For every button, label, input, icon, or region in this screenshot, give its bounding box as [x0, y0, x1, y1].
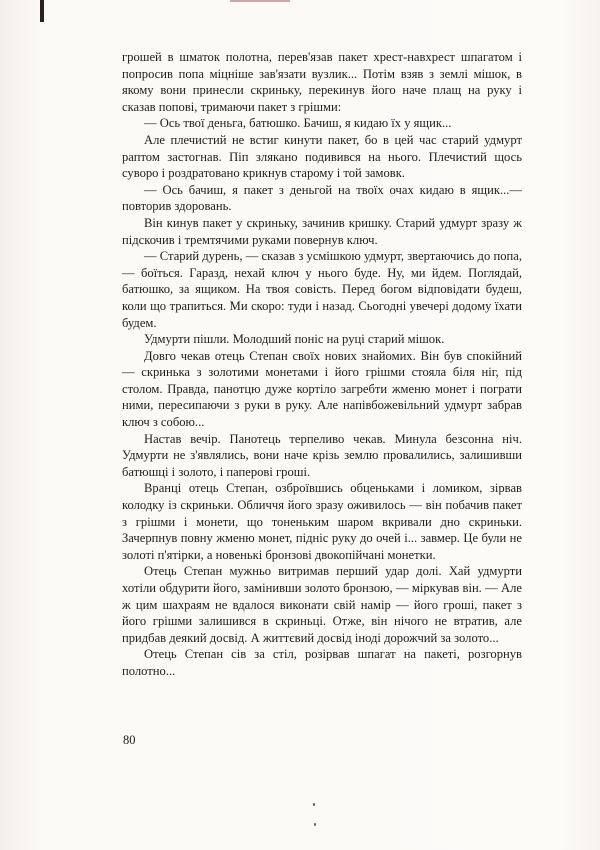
scan-mark: [230, 0, 290, 2]
page-edge-shadow: [40, 0, 44, 22]
paragraph: Він кинув пакет у скриньку, зачинив кришку. Старий удмурт зразу ж підскочив і тремтячими руками повернув ключ.: [122, 215, 522, 247]
paragraph: Отець Степан мужньо витримав перший удар долі. Хай удмурти хотіли обдурити його, замінивши золото бронзою, — міркував він. — Але ж цим шахраям не вдалося виконати свій намір — його гроші, пакет з його грішми залишився в скриньці. Отже, він нічого не втратив, але придбав деякий досвід. А життєвий досвід іноді дорожчий за золото...: [122, 564, 522, 645]
scan-speck: [314, 823, 316, 826]
paragraph: грошей в шматок полотна, перев'язав пакет хрест-навхрест шпагатом і попросив попа міцніше зав'язати вузлик... Потім взяв з землі мішок, в якому вони принесли скриньку, перекинув його наче плащ на руку і сказав попові, тримаючи пакет з грішми:: [122, 50, 522, 114]
paragraph: Вранці отець Степан, озброївшись обценьками і ломиком, зірвав колодку із скриньки. Обличчя його зразу оживилось — він побачив пакет з грішми і монети, що тоненьким шаром вкривали дно скриньки. Зачерпнув повну жменю монет, підніс руку до очей і... завмер. Це були не золоті п'ятірки, а новенькі бронзові двокопійчані монетки.: [122, 481, 522, 562]
page-number: 80: [123, 733, 136, 747]
paragraph: Настав вечір. Панотець терпеливо чекав. Минула безсонна ніч. Удмурти не з'являлись, вони наче крізь землю провалились, залишивши батюшці і золото, і паперові гроші.: [122, 431, 522, 479]
paragraph: — Ось твої деньга, батюшко. Бачиш, я кидаю їх у ящик...: [144, 116, 452, 131]
paragraph: — Старий дурень, — сказав з усмішкою удмурт, звертаючись до попа,— боїться. Гаразд, нехай ключ у нього буде. Ну, ми йдем. Поглядай, батюшко, за ящиком. На твоя совість. Перед богом відповідати будеш, коли що трапиться. Ми скоро: туди і назад. Сьогодні увечері додому їхати будем.: [122, 249, 522, 330]
paragraph: Але плечистий не встиг кинути пакет, бо в цей час старий удмурт раптом застогнав. Піп злякано подивився на нього. Плечистий щось суворо і роздратовано крикнув старому і той замовк.: [122, 132, 522, 181]
body-text: [122, 49, 522, 680]
paragraph: Довго чекав отець Степан своїх нових знайомих. Він був спокійний — скринька з золотими монетами і його грішми стояла біля ніг, під столом. Правда, панотцю дуже кортіло загребти жменю монет і пограти ними, пересипаючи з руки в руку. Але напівбожевільний удмурт забрав ключ з собою...: [122, 348, 522, 430]
paragraph: Отець Степан сів за стіл, розірвав шпагат на пакеті, розгорнув полотно...: [122, 647, 522, 678]
paragraph: Удмурти пішли. Молодший поніс на руці старий мішок.: [144, 332, 445, 347]
paragraph: — Ось бачиш, я пакет з деньгой на твоїх очах кидаю в ящик...— повторив здоровань.: [122, 182, 522, 214]
scan-speck: [313, 803, 315, 806]
